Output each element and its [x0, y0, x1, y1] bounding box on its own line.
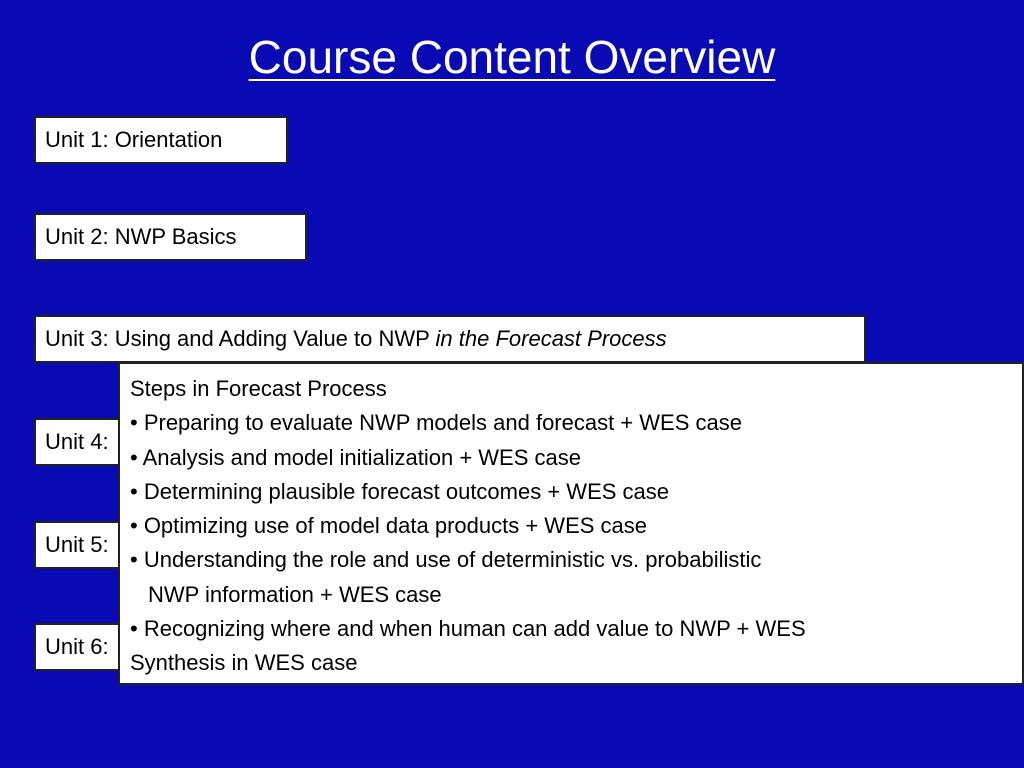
unit-2-box — [34, 213, 307, 261]
unit-1-label: Unit 1: Orientation — [45, 127, 223, 152]
step-item-continuation: NWP information + WES case — [148, 581, 442, 607]
step-item: • Optimizing use of model data products + WES case — [130, 513, 647, 539]
steps-synthesis: Synthesis in WES case — [130, 650, 358, 676]
step-item: • Determining plausible forecast outcomes + WES case — [130, 478, 669, 504]
forecast-steps-box — [118, 362, 1024, 685]
steps-heading: Steps in Forecast Process — [130, 376, 387, 401]
unit-6-label: Unit 6: — [45, 634, 109, 659]
step-item: • Understanding the role and use of deterministic vs. probabilistic — [130, 547, 762, 573]
unit-3-box — [34, 315, 866, 363]
unit-1-box — [34, 116, 288, 164]
unit-2-label: Unit 2: NWP Basics — [45, 224, 237, 249]
slide-title: Course Content Overview — [248, 31, 776, 83]
unit-3-label-italic: in the Forecast Process — [435, 326, 667, 351]
unit-4-label: Unit 4: — [45, 429, 109, 454]
unit-3-label: Unit 3: Using and Adding Value to NWP — [45, 326, 436, 351]
step-item: • Analysis and model initialization + WES case — [130, 444, 581, 470]
unit-5-label: Unit 5: — [45, 532, 109, 557]
step-item: • Preparing to evaluate NWP models and forecast + WES case — [130, 410, 742, 436]
step-item: • Recognizing where and when human can add value to NWP + WES — [130, 616, 806, 642]
